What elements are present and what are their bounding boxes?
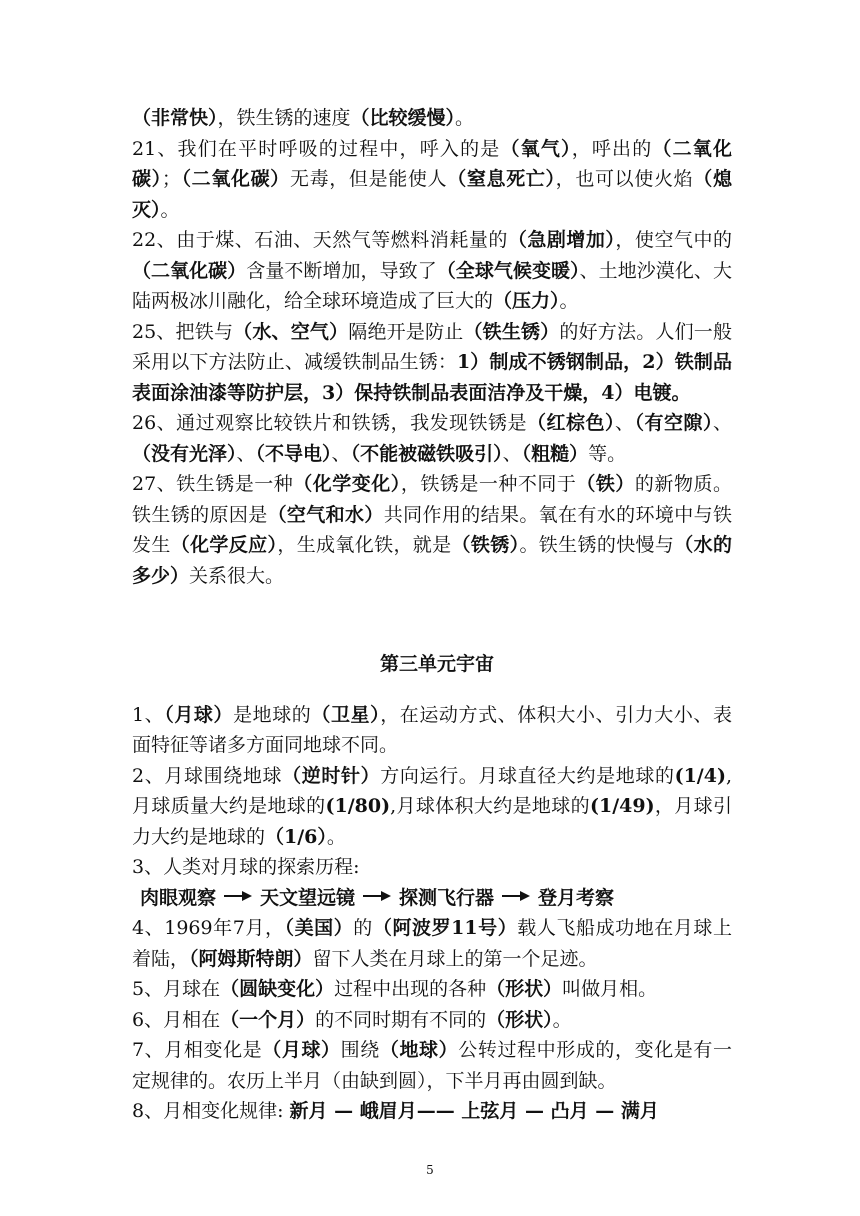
bold-answer: （急剧增加） xyxy=(507,229,616,251)
text-run: 、 xyxy=(712,412,732,434)
paragraph xyxy=(132,913,732,974)
text-run: 留下人类在月球上的第一个足迹。 xyxy=(312,947,598,970)
text-run: ，呼出的 xyxy=(571,137,653,160)
flow-step: 天文望远镜 xyxy=(260,886,356,909)
bold-answer: （氧气） xyxy=(500,137,572,160)
text-run: 。铁生锈的快慢与 xyxy=(519,534,675,556)
text-run: 7、月相变化是 xyxy=(132,1039,263,1061)
bold-answer: （非常快） xyxy=(132,107,218,129)
text-run: 的不同时期有不同的 xyxy=(315,1008,487,1031)
text-run: 6、月相在 xyxy=(132,1008,221,1031)
paragraph xyxy=(132,700,732,761)
text-run: 2、月球围绕地球 xyxy=(132,764,283,787)
text-run: 是地球的 xyxy=(233,703,312,726)
arrow-right-icon xyxy=(363,890,391,902)
text-run: ,月球体积大约是地球的 xyxy=(390,795,590,817)
chapter-two-text xyxy=(132,103,732,591)
text-run: ，在运动方式、体积大小、引力大小、表面特征等诸多方面同地球不同。 xyxy=(132,703,732,756)
chapter-three-text-continued xyxy=(132,913,732,1127)
text-run: 等。 xyxy=(588,442,627,465)
paragraph xyxy=(132,317,732,409)
bold-answer: （铁生锈） xyxy=(463,320,560,343)
paragraph xyxy=(132,134,732,226)
bold-answer: 新月 — 峨眉月—— 上弦月 — 凸月 — 满月 xyxy=(289,1100,659,1122)
bold-answer: （比较缓慢） xyxy=(350,107,456,129)
text-run: 27、铁生锈是一种 xyxy=(132,473,294,495)
paragraph xyxy=(132,408,732,469)
paragraph xyxy=(132,225,732,317)
flow-step: 探测飞行器 xyxy=(399,886,495,909)
bold-answer: （形状） xyxy=(486,978,563,1000)
text-run: 。 xyxy=(559,290,579,312)
page-number: 5 xyxy=(426,1163,434,1177)
paragraph xyxy=(132,761,732,853)
paragraph xyxy=(132,852,732,883)
text-run: 1、 xyxy=(132,703,165,726)
chapter-three-text xyxy=(132,700,732,883)
text-run: 过程中出现的各种 xyxy=(334,978,487,1000)
text-run: 的好方法。人们一般采用以下方法防止、减缓铁制品生锈： xyxy=(132,320,732,373)
bold-answer: （形状） xyxy=(486,1008,553,1031)
bold-answer: (1/49) xyxy=(589,795,655,817)
paragraph xyxy=(132,469,732,591)
bold-answer: （不导电） xyxy=(255,442,332,465)
text-run: 的新物质。铁生锈的原因是 xyxy=(132,473,732,526)
text-run: 3、人类对月球的探索历程: xyxy=(132,856,360,878)
bold-answer: （粗糙） xyxy=(521,442,589,465)
bold-answer: 1）制成不锈钢制品，2）铁制品表面涂油漆等防护层，3）保持铁制品表面洁净及干燥，4）电镀。 xyxy=(132,351,732,404)
bold-answer: （不能被磁铁吸引） xyxy=(350,442,503,465)
flow-step: 肉眼观察 xyxy=(140,886,217,909)
text-run: 方向运行。月球直径大约是地球的 xyxy=(380,764,675,787)
text-run: ，月球引力大约是地球的 xyxy=(132,795,732,848)
text-run: 无毒，但是能使人 xyxy=(289,168,448,190)
bold-answer: （有空隙） xyxy=(634,412,713,434)
bold-answer: （阿波罗11号） xyxy=(372,917,518,939)
text-run: ，铁生锈的速度 xyxy=(217,107,351,129)
text-run: ，也可以使火焰 xyxy=(555,168,694,190)
bold-answer: （化学变化） xyxy=(293,473,401,495)
text-run: 4、1969年7月， xyxy=(132,917,285,939)
paragraph xyxy=(132,974,732,1005)
text-run: ，使空气中的 xyxy=(615,229,732,251)
bold-answer: （圆缺变化） xyxy=(220,978,335,1000)
text-run: 载人飞船成功地在月球上着陆， xyxy=(132,917,732,970)
paragraph xyxy=(132,103,732,134)
bold-answer: （窒息死亡） xyxy=(447,168,556,190)
text-run: 共同作用的结果。氧在有水的环境中与铁发生 xyxy=(132,503,732,556)
bold-answer: （美国） xyxy=(284,917,354,939)
text-run: ,月球质量大约是地球的 xyxy=(132,764,732,817)
bold-answer: （全球气候变暖） xyxy=(436,259,580,282)
bold-answer: （红棕色） xyxy=(527,412,615,434)
bold-answer: （水的多少） xyxy=(132,534,732,587)
bold-answer: （二氧化碳） xyxy=(180,168,290,190)
paragraph xyxy=(132,1005,732,1036)
bold-answer: （铁锈） xyxy=(451,534,520,556)
text-run: 围绕 xyxy=(340,1039,380,1061)
paragraph xyxy=(132,1096,732,1127)
bold-answer: （地球） xyxy=(379,1039,459,1061)
arrow-right-icon xyxy=(502,890,530,902)
text-run: 、 xyxy=(236,442,256,465)
bold-answer: （二氧化碳） xyxy=(132,137,732,190)
text-run: 、 xyxy=(331,442,351,465)
bold-answer: （月球） xyxy=(262,1039,341,1061)
text-run: 8、月相变化规律: xyxy=(132,1100,290,1122)
text-run: ； xyxy=(161,168,181,190)
bold-answer: (1/4) xyxy=(674,764,726,787)
text-run: 、 xyxy=(502,442,522,465)
text-run: 叫做月相。 xyxy=(562,978,658,1000)
text-run: 、土地沙漠化、大陆两极冰川融化，给全球环境造成了巨大的 xyxy=(132,259,732,312)
bold-answer: （逆时针） xyxy=(282,764,381,787)
bold-answer: （化学反应） xyxy=(170,534,278,556)
section-title: 第三单元宇宙 xyxy=(379,653,494,675)
bold-answer: （空气和水） xyxy=(267,503,384,526)
bold-answer: （没有光泽） xyxy=(132,442,237,465)
text-run: 。 xyxy=(160,198,180,221)
arrow-right-icon xyxy=(224,890,252,902)
exploration-flow xyxy=(132,883,732,914)
page-content xyxy=(132,103,732,1127)
bold-answer: （一个月） xyxy=(220,1008,316,1031)
paragraph xyxy=(132,1035,732,1096)
bold-answer: （阿姆斯特朗） xyxy=(189,947,313,970)
bold-answer: （月球） xyxy=(164,703,234,726)
bold-answer: （1/6） xyxy=(265,825,327,848)
text-run: 5、月球在 xyxy=(132,978,221,1000)
text-run: 26、通过观察比较铁片和铁锈，我发现铁锈是 xyxy=(132,412,528,434)
text-run: 21、我们在平时呼吸的过程中，呼入的是 xyxy=(132,137,501,160)
bold-answer: （卫星） xyxy=(311,703,381,726)
text-run: 、 xyxy=(615,412,635,434)
text-run: ，生成氧化铁，就是 xyxy=(277,534,452,556)
bold-answer: （铁） xyxy=(576,473,635,495)
text-run: 。 xyxy=(326,825,346,848)
bold-answer: （压力） xyxy=(493,290,560,312)
bold-answer: （水、空气） xyxy=(233,320,349,343)
text-run: 公转过程中形成的，变化是有一定规律的。农历上半月（由缺到圆），下半月再由圆到缺。 xyxy=(132,1039,732,1092)
text-run: 25、把铁与 xyxy=(132,320,234,343)
text-run: 的 xyxy=(353,917,373,939)
text-run: 隔绝开是防止 xyxy=(348,320,464,343)
text-run: 22、由于煤、石油、天然气等燃料消耗量的 xyxy=(132,229,508,251)
bold-answer: (1/80) xyxy=(325,795,391,817)
text-run: 关系很大。 xyxy=(189,564,285,587)
flow-step: 登月考察 xyxy=(538,886,615,909)
text-run: 。 xyxy=(455,107,475,129)
text-run: 。 xyxy=(552,1008,572,1031)
text-run: ，铁锈是一种不同于 xyxy=(400,473,577,495)
bold-answer: （熄灭） xyxy=(132,168,732,221)
bold-answer: （二氧化碳） xyxy=(132,259,247,282)
text-run: 含量不断增加，导致了 xyxy=(246,259,437,282)
